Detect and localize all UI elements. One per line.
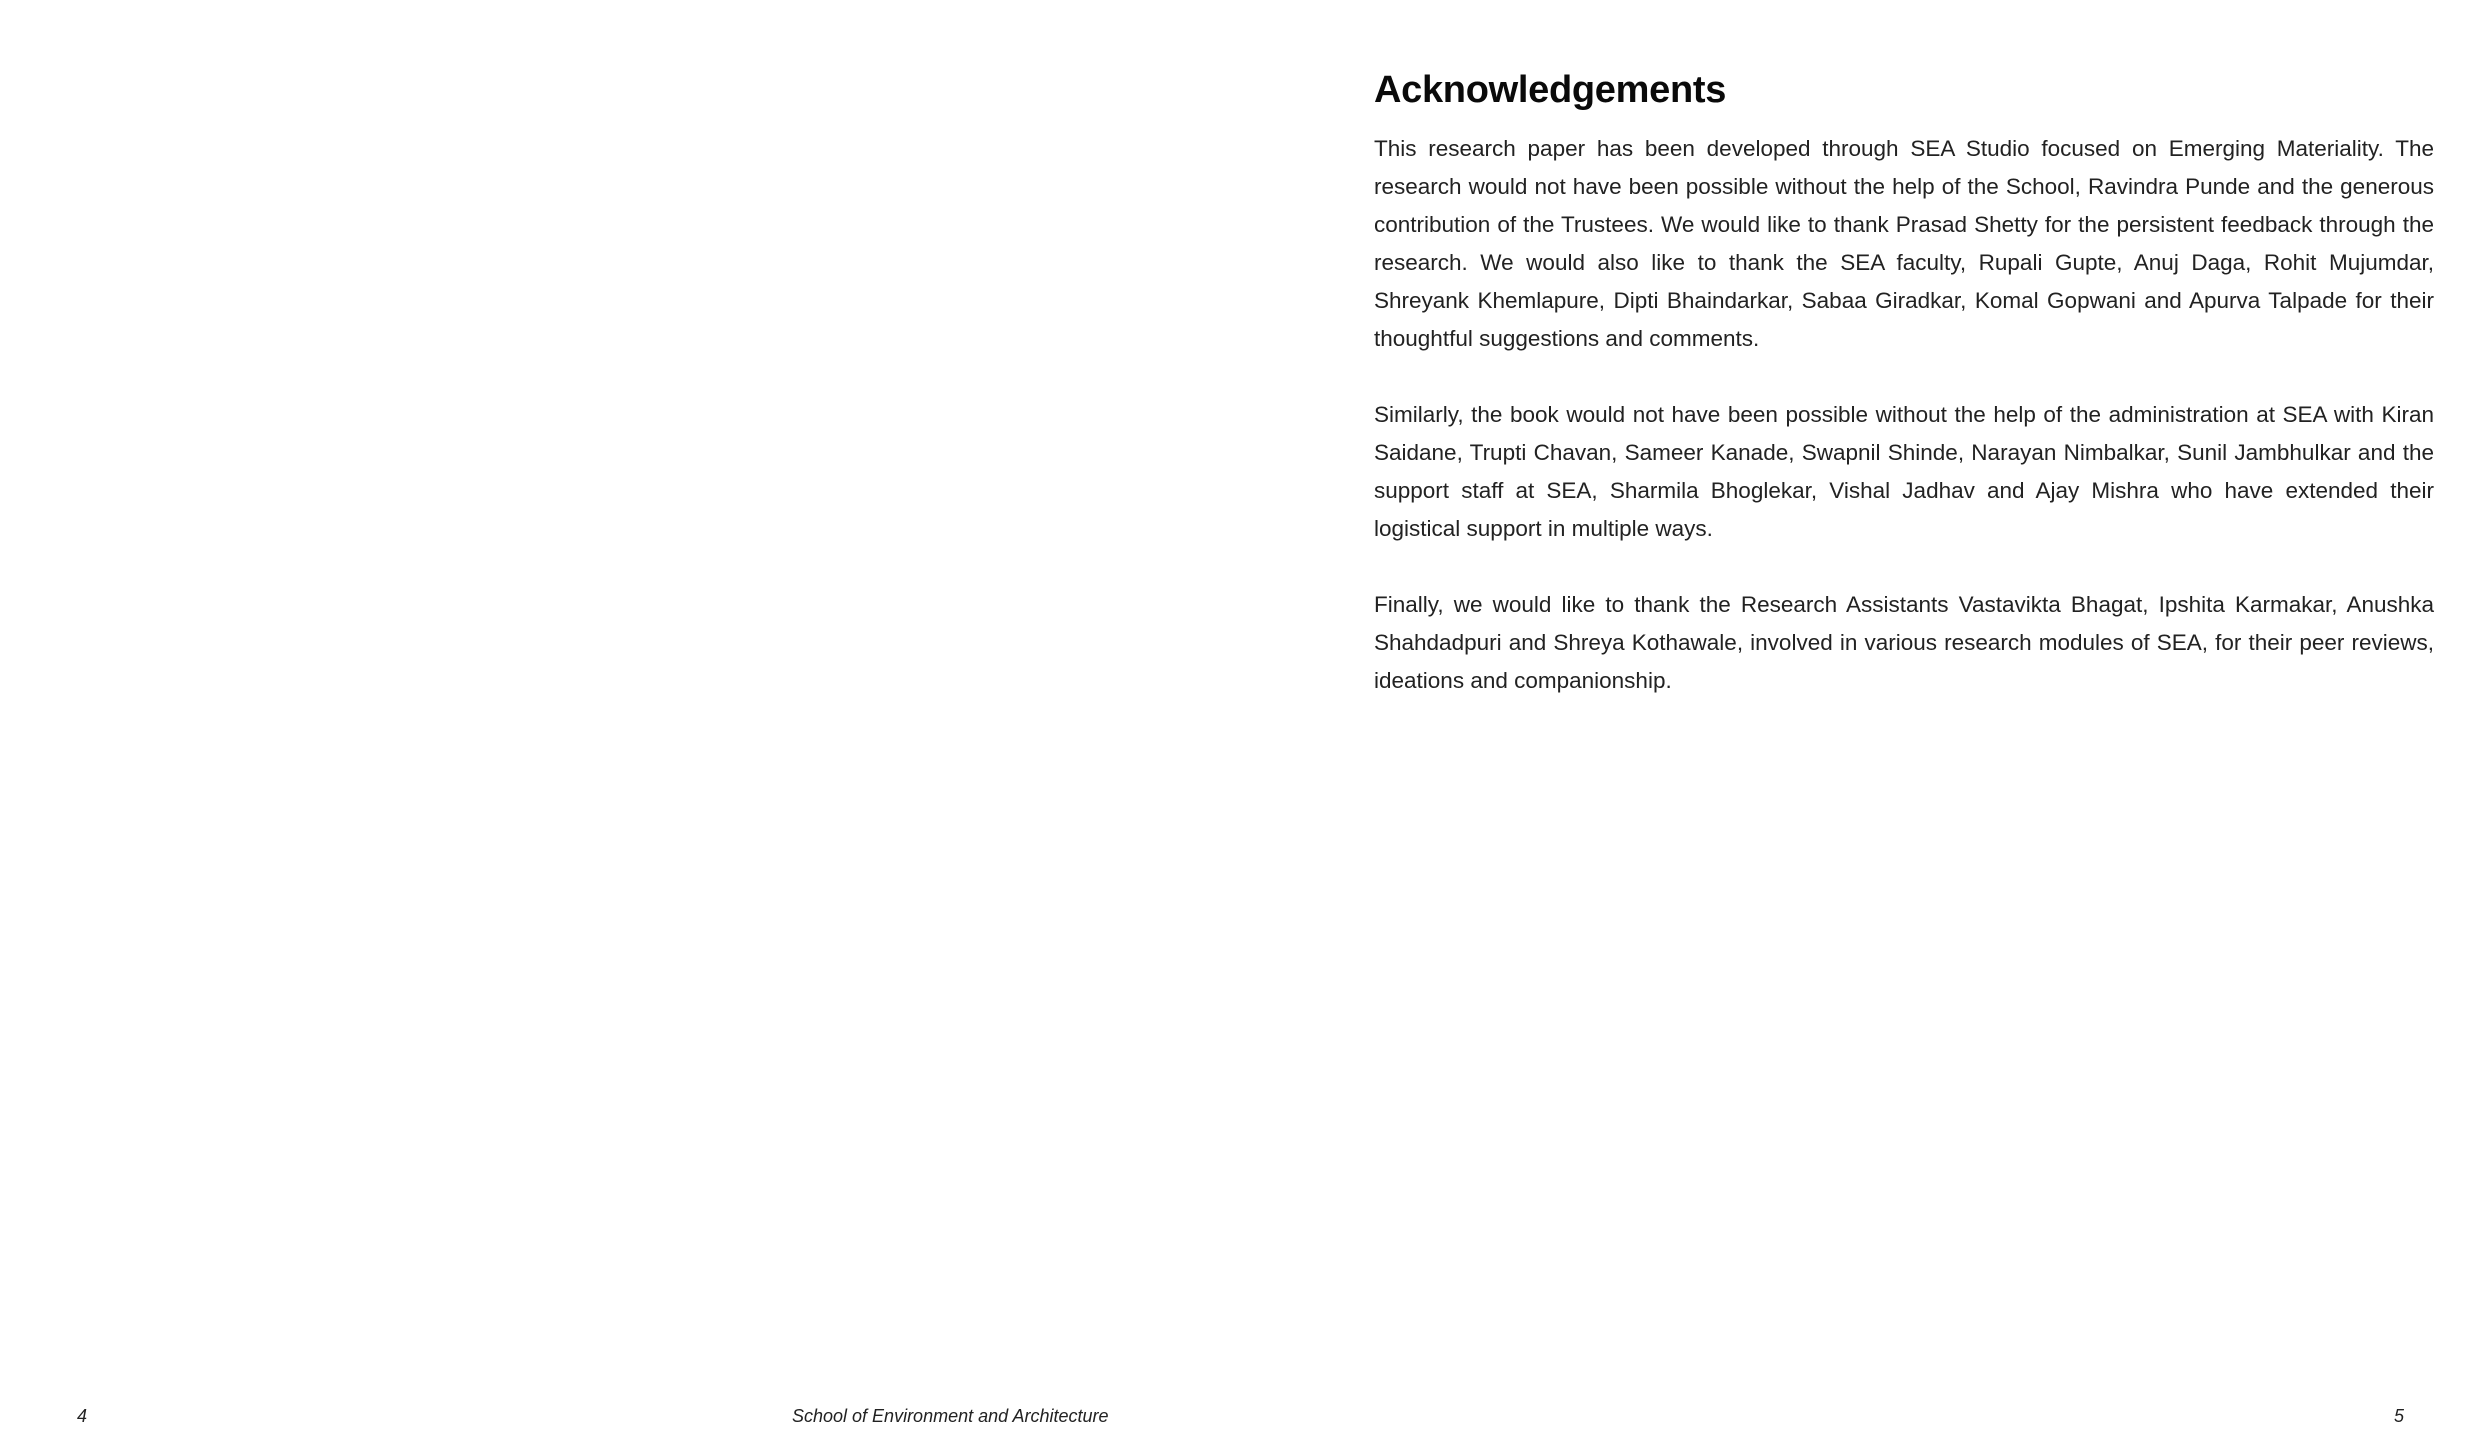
page-number-left: 4	[77, 1406, 88, 1426]
acknowledgements-section	[1374, 62, 2434, 738]
page-number-right: 5	[2394, 1406, 2405, 1426]
running-title: School of Environment and Architecture	[792, 1406, 1109, 1426]
paragraph-1: This research paper has been developed through SEA Studio focused on Emerging Materiality. The research would not have been possible without the help of the School, Ravindra Punde and the generous contribution of the Trustees. We would like to thank Prasad Shetty for the persistent feedback through the research. We would also like to thank the SEA faculty, Rupali Gupte, Anuj Daga, Rohit Mujumdar, Shreyank Khemlapure, Dipti Bhaindarkar, Sabaa Giradkar, Komal Gopwani and Apurva Talpade for their thoughtful suggestions and comments.	[1374, 136, 2434, 351]
right-page	[1240, 0, 2481, 1447]
page-title: Acknowledgements	[1374, 69, 1727, 111]
paragraph-2: Similarly, the book would not have been possible without the help of the administration at SEA with Kiran Saidane, Trupti Chavan, Sameer Kanade, Swapnil Shinde, Narayan Nimbalkar, Sunil Jambhulkar and the support staff at SEA, Sharmila Bhoglekar, Vishal Jadhav and Ajay Mishra who have extended their logistical support in multiple ways.	[1374, 402, 2434, 541]
paragraph-3: Finally, we would like to thank the Research Assistants Vastavikta Bhagat, Ipshita Karmakar, Anushka Shahdadpuri and Shreya Kothawale, involved in various research modules of SEA, for their peer reviews, ideations and companionship.	[1374, 592, 2434, 693]
left-page	[0, 0, 1240, 1447]
